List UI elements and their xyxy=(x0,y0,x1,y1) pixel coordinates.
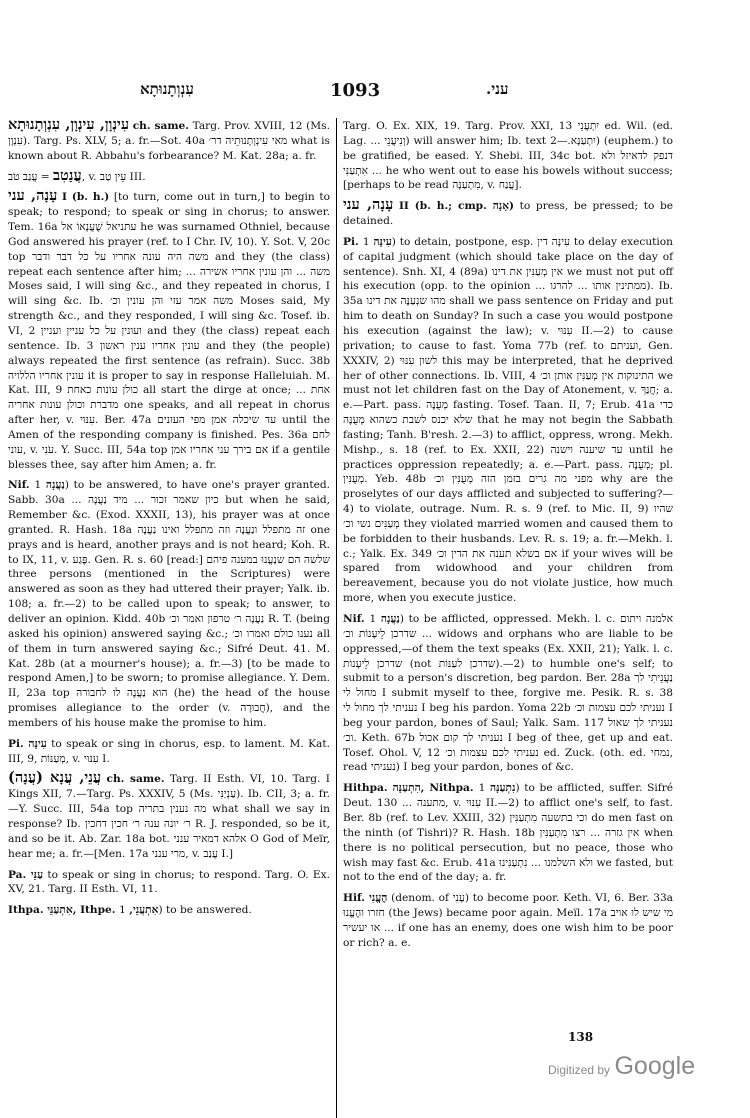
entry-label: Pi. עִינָּה xyxy=(343,235,392,248)
dictionary-entry xyxy=(8,867,330,898)
dictionary-entry xyxy=(343,234,673,606)
entry-headword: עֲנַטִב xyxy=(53,166,82,184)
dictionary-entry xyxy=(8,477,330,730)
dictionary-entry xyxy=(8,166,330,185)
entry-text: (denom. of עָנִי) to become poor. Keth. VI, 6. Ber. 33a חזרו והֶעֱנוּ (the Jews) became poor again. Meïl. 17a מי שיש לו אויב ... או יעשיר if one has an enemy, does one wish him to be poor or rich? a. e. xyxy=(343,892,674,949)
entry-text: = עֲנַב טֹב, v. עֵין טַב III. xyxy=(8,170,146,183)
entry-text: 1) to be afflicted, suffer. Sifré Deut. 130 ... מתענה, v. עִנּוּי II.—2) to afflict one's self, to fast. Ber. 8b (ref. to Lev. XXIII, 32) וכי בתשעה מִתְעַנִּין do men fast on the ninth (of Tishri)? R. Hash. 18b אין גזרה ... רצו מִתְעַנִּין when there is no political persecution, but no peace, those who wish may fast &c. Erub. 41a ולא השלמנו ... נִתְעַנִּינוּ we fasted, but not to the end of the day; a. fr. xyxy=(343,782,674,884)
entry-text: Targ. II Esth. VI, 10. Targ. I Kings XII, 7.—Targ. Ps. XXXIV, 5 (Ms. עַנְיַנִּי). Ib. CII, 3; a. fr.—Y. Succ. III, 54a top מה נענין בתריה what shall we say in response? Ib. ר׳ יונה ענה ר׳ חכין דחכין R. J. responded, so be it, and so be it. Ab. Zar. 18a bot. אלהא דמאיר ענני O God of Meïr, hear me; a. fr.—[Men. 17a מרי ענני, v. עֲנַב I.] xyxy=(8,773,330,860)
right-column xyxy=(343,118,673,956)
dictionary-entry xyxy=(8,189,330,472)
dictionary-entry xyxy=(343,198,673,229)
entry-text: [to turn, come out in turn,] to begin to speak; to respond; to speak or sing in chorus; to answer. Tem. 16a עתניאל שֶׁעֲנָאוֹ אל he was surnamed Othniel, because God answered his prayer (ref. to I Chr. IV, 10). Y. Sot. V, 20c top משה היה עונה אחריו על כל דבר ודבר and they (the class) repeat each sentence after him; ... משה ... והן עונין אחריו אשירה Moses said, I will sing &c., and they repeated in chorus, I will sing &c. Ib. משה אמר עזי והן עונין וכ׳ Moses said, My strength &c., and they responded, I will sing &c. Tosef. ib. VI, 2 ועונין על כל עניין ועניין and they (the class) repeat each sentence. Ib. 3 עונין אחריו ענין ראשון and they (the people) always repeated the first sentence (as refrain). Succ. 38b עונין אחריו הללויה it is proper to say in response Halleluiah. M. Kat. III, 9 כולן עונות כאחת all start the dirge at once; ... אחת מדברת וכולן עונות אחריה one speaks, and all repeat in chorus after her, v. עִנּוּי. Ber. 47a עד שיכלה אמן מפי העונים until the Amen of the responding company is finished. Pes. 36a לחם עוני, v. עֹנִי. Y. Succ. III, 54a top אם בירך עני אחריו אמן if a gentile blesses thee, say after him Amen; a. fr. xyxy=(8,191,331,471)
dictionary-entry xyxy=(343,118,673,193)
entry-label: II (b. h.; cmp. אָנָה) xyxy=(398,200,515,213)
entry-label: Pi. עִינָּה xyxy=(8,737,47,750)
entry-label: Nif. נַעֲנָה xyxy=(8,479,65,492)
dictionary-entry xyxy=(8,771,330,861)
dictionary-entry xyxy=(343,780,673,885)
entry-text: 1) to be afflicted, oppressed. Mekh. l. c. אלמנה ויתום שדרכן לֵיעָנוֹת וכ׳ ... widows and orphans who are liable to be oppressed,—of them the text speaks (Ex. XXII, 21); Yalk. l. c. שדרכן לֵיעָנוֹת (not שדרכן לעַנּוֹת).—2) to humble one's self; to submit to a person's discretion, beg pardon. Ber. 28a נַעֲנֵיתִי לך מחול לי I submit myself to thee, forgive me. Pesik. R. s. 38 נעניתי לך מחול לי I beg his pardon. Yoma 22b נעניתי לכם עצמות וכ׳ I beg your pardon, bones of Saul; Yalk. Sam. 117 נעניתי לך שאול וכ׳. Keth. 67b נעניתי לך קום אכול I beg of thee, get up and eat. Tosef. Ohol. V, 12 נעניתי לכם עצמות וכ׳ ed. Zuck. (oth. ed. נמחי, read נעניתי) I beg your pardon, bones of &c. xyxy=(343,613,674,774)
entry-text: Targ. O. Ex. XIX, 19. Targ. Prov. XXI, 13 יִתְעֲנֵי ed. Wil. (ed. Lag. ... וְנִיעֲנֵי) will answer him; Ib. text יִתְעַנָּא.—2) (euphem.) to be gratified, be eased. Y. Shebi. III, 34c bot. דנפק לדאיזל ולא אִתְעַנִּי ... he who went out to ease his bowels without success; [perhaps to be read מִתְעַנָּה, v. עֲנַח]. xyxy=(343,120,674,192)
entry-text: 1) to be answered, to have one's prayer granted. Sabb. 30a ... כיון שאמר זכור ... מיד נַעֲנָה but when he said, Remember &c. (Exod. XXXII, 13), his prayer was at once granted. R. Hash. 18a זה מתפלל ונַעֲנֶה וזה מתפלל ואינו נַעֲנֶה one prays and is heard, another prays and is not heard; Koh. R. to IX, 11, v. פֶּגַע. Gen. R. s. 60 [read:] שלשה הם שנַעֲנוּ במענה פיהם three persons (mentioned in the Scriptures) were answered as soon as they had uttered their prayer; Yalk. ib. 108; a. fr.—2) to be called upon to speak; to answer, to deliver an opinion. Kidd. 40b נַעֲנָה ר׳ טרפון ואמר וכ׳ R. T. (being asked his opinion) answered saying &c.; נענו כולם ואמרו וכ׳ all of them in turn answered saying &c.; Sifré Deut. 41. M. Kat. 28b (at a mourner's house); a. fr.—3) [to be made to respond Amen,] to be sworn; to promise allegiance. Y. Dem. II, 23a top הוא נַעֲנֶה לו לחבורה (he) the head of the house promises allegiance to the order (v. חֲבוּרָה), and the members of his house make the promise to him. xyxy=(8,479,331,729)
entry-label: I (b. h.) xyxy=(61,191,110,204)
dictionary-entry xyxy=(343,890,673,950)
dictionary-entry xyxy=(8,902,330,918)
left-column xyxy=(8,118,330,923)
digitized-watermark xyxy=(548,1052,695,1081)
running-head-left: עִנְוְתָנוּתָא xyxy=(140,80,194,98)
dictionary-entry xyxy=(8,736,330,767)
watermark-prefix: Digitized by xyxy=(548,1063,611,1077)
entry-headword: עִינְוָן, עִינְוָן, עִנְוְתָנוּתָא xyxy=(8,116,130,133)
entry-text: Targ. Prov. XVIII, 12 (Ms. עִנְוָן). Targ. Ps. XLV, 5; a. fr.—Sot. 40a מאי עִינְוְתָנוּתֵיה דר׳ what is known about R. Abbahu's forbearance? M. Kat. 28a; a. fr. xyxy=(8,120,330,162)
entry-text: to speak or sing in chorus, esp. to lament. M. Kat. III, 9, מְעַנּוֹת, v. עִנּוּי I. xyxy=(8,737,330,765)
dictionary-entry xyxy=(8,118,330,164)
entry-text: to speak or sing in chorus; to respond. Targ. O. Ex. XV, 21. Targ. II Esth. VI, 11. xyxy=(8,868,330,896)
signature-mark: 138 xyxy=(568,1030,594,1044)
entry-label: Pa. עַנֵּי xyxy=(8,868,44,881)
entry-headword: עָנָה, עני xyxy=(8,187,58,205)
entry-label: ch. same. xyxy=(132,120,189,132)
entry-headword: עֲנֵי, עֲנָא (עֲנָה) xyxy=(8,769,102,787)
entry-label: Nif. נַעֲנָה xyxy=(343,613,400,625)
entry-headword: עָנָה, עני xyxy=(343,196,394,214)
watermark-brand: Google xyxy=(614,1052,696,1080)
column-divider xyxy=(336,118,337,1118)
running-head-right: עני. xyxy=(486,80,509,98)
entry-label: Hif. הֶעֱנִי xyxy=(343,892,388,905)
entry-text: to press, be pressed; to be detained. xyxy=(343,200,674,228)
page-number: 1093 xyxy=(330,80,381,101)
entry-label: Hithpa. הִתְעַנָּה, Nithpa. נִתְעַנָּה xyxy=(343,782,516,795)
entry-text: 1) to be answered. xyxy=(119,904,252,917)
entry-label: Ithpa. אִתְעַנֵּי, Ithpe. אִתְעֲנֵי, xyxy=(8,904,159,917)
dictionary-entry xyxy=(343,611,673,775)
entry-label: ch. same. xyxy=(106,773,165,786)
entry-text: 1) to detain, postpone, esp. עִינָּה דין to delay execution of capital judgment (which should take place on the day of sentence). Snh. XI, 4 (89a) אין מְעַנִּין את דינו we must not put off his execution (opp. to the opinion ... ממתינין אותו ... להרגו). Ib. 35a מהו שנְעַנֶּה את דינו shall we pass sentence on Friday and put him to death on Sunday? In such a case you would postpone his execution (against the law); v. עִנּוּי II.—2) to cause privation; to cause to fast. Yoma 77b (ref. to ועניתם, Gen. XXXIV, 2) לשון עִנּוּי this may be interpreted, that he deprived her of other connections. Ib. VIII, 4 התינוקות אין מְעַנִּין אותן וכ׳ we must not let children fast on the Day of Atonement, v. חֲנַךְ; a. e.—Part. pass. מְעֻנֶּה fasting. Tosef. Taan. II, 7; Erub. 41a כדי שלא יכנס לשבת כשהוא מְעֻנֶּה that he may not begin the Sabbath fasting; Tanh. B'resh. 2.—3) to afflict, oppress, wrong. Mekh. Mishp., s. 18 (ref. to Ex. XXII, 22) עד שיענה וישנה until he practices oppression repeatedly; a. e.—Part. pass. מְעֻנֶּה; pl. מְעֻנִּין. Yeb. 48b מפני מה גרים בזמן הזה מְעֻנִּין וכ׳ why are the proselytes of our days afflicted and subjected to suffering?—4) to violate, outrage. Num. R. s. 9 (ref. to Mic. II, 9) שהיו מְעַנִּים נשי וכ׳ they violated married women and caused them to be forbidden to their husbands. Lev. R. s. 19; a. fr.—Mekh. l. c.; Yalk. Ex. 349 אם בשלא תענה את הדין וכ׳ if your wives will be spared from widowhood and your children from bereavement, because you do not violate justice, how much more, when you execute justice. xyxy=(343,235,674,605)
